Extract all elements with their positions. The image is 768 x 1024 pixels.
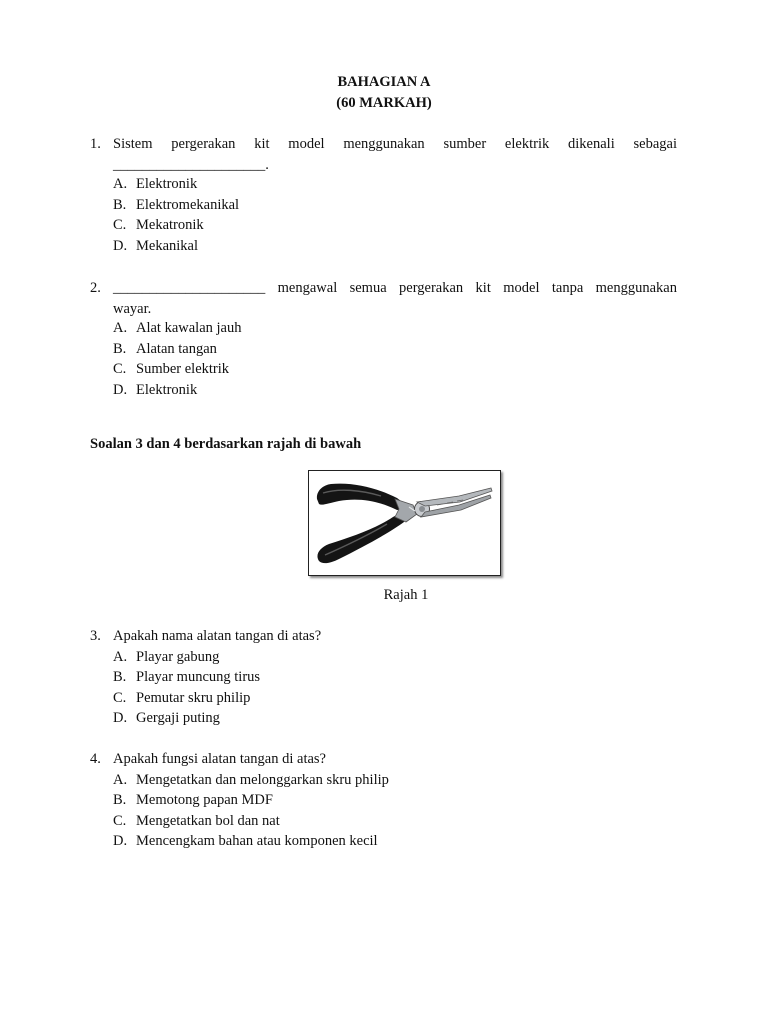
question-4-option-c [113, 811, 280, 831]
option-text: Mengetatkan bol dan nat [136, 813, 280, 829]
option-letter: D. [113, 833, 128, 849]
question-1-option-d [113, 236, 198, 256]
question-4-option-d [113, 831, 378, 851]
question-1-number: 1. [90, 136, 101, 152]
figure-frame [308, 470, 501, 576]
option-text: Mengetatkan dan melonggarkan skru philip [136, 772, 389, 788]
option-text: Memotong papan MDF [136, 792, 273, 808]
question-2-option-a [113, 318, 242, 338]
long-nose-pliers-icon [309, 471, 500, 575]
question-2-option-d [113, 380, 197, 400]
question-4-option-b [113, 790, 273, 810]
question-3-number: 3. [90, 628, 101, 644]
option-text: Elektromekanikal [136, 197, 240, 213]
option-letter: B. [113, 341, 127, 357]
option-text: Sumber elektrik [136, 361, 230, 377]
option-text: Elektronik [136, 382, 198, 398]
question-4-text: Apakah fungsi alatan tangan di atas? [113, 751, 326, 767]
option-text: Gergaji puting [136, 710, 220, 726]
figure-instruction: Soalan 3 dan 4 berdasarkan rajah di bawah [90, 436, 362, 452]
option-text: Mekatronik [136, 217, 204, 233]
question-3-option-a [113, 647, 219, 667]
question-2-text [113, 278, 677, 319]
option-text: Mekanikal [136, 238, 199, 254]
option-letter: D. [113, 382, 128, 398]
figure-caption: Rajah 1 [383, 587, 429, 603]
option-letter: A. [113, 320, 128, 336]
question-1-option-a [113, 174, 197, 194]
option-text: Alat kawalan jauh [136, 320, 242, 336]
question-4-number: 4. [90, 751, 101, 767]
question-2-option-b [113, 339, 217, 359]
question-1-line-2: _____________________. [113, 156, 269, 173]
option-letter: C. [113, 813, 127, 829]
option-text: Playar gabung [136, 649, 220, 665]
option-letter: B. [113, 197, 127, 213]
option-letter: B. [113, 669, 127, 685]
option-letter: C. [113, 690, 127, 706]
option-letter: D. [113, 710, 128, 726]
option-text: Mencengkam bahan atau komponen kecil [136, 833, 378, 849]
question-3-option-b [113, 667, 260, 687]
option-letter: C. [113, 217, 127, 233]
question-1-text [113, 134, 677, 175]
question-3-text: Apakah nama alatan tangan di atas? [113, 628, 322, 644]
option-letter: A. [113, 649, 128, 665]
option-letter: D. [113, 238, 128, 254]
question-1-option-c [113, 215, 204, 235]
question-4-option-a [113, 770, 389, 790]
option-text: Alatan tangan [136, 341, 217, 357]
option-text: Elektronik [136, 176, 198, 192]
option-text: Pemutar skru philip [136, 690, 251, 706]
question-1-line-1: Sistem pergerakan kit model menggunakan sumber elektrik dikenali sebagai [113, 136, 677, 152]
question-3-option-d [113, 708, 220, 728]
option-text: Playar muncung tirus [136, 669, 261, 685]
option-letter: B. [113, 792, 127, 808]
question-3-option-c [113, 688, 250, 708]
option-letter: C. [113, 361, 127, 377]
question-2-line-2: wayar. [113, 300, 152, 317]
question-2-option-c [113, 359, 229, 379]
option-letter: A. [113, 772, 128, 788]
section-marks: (60 MARKAH) [336, 95, 432, 111]
question-2-number: 2. [90, 280, 101, 296]
question-2-line-1: _____________________ mengawal semua pergerakan kit model tanpa menggunakan [113, 280, 677, 296]
option-letter: A. [113, 176, 128, 192]
question-1-option-b [113, 195, 239, 215]
section-title: BAHAGIAN A [337, 74, 431, 90]
